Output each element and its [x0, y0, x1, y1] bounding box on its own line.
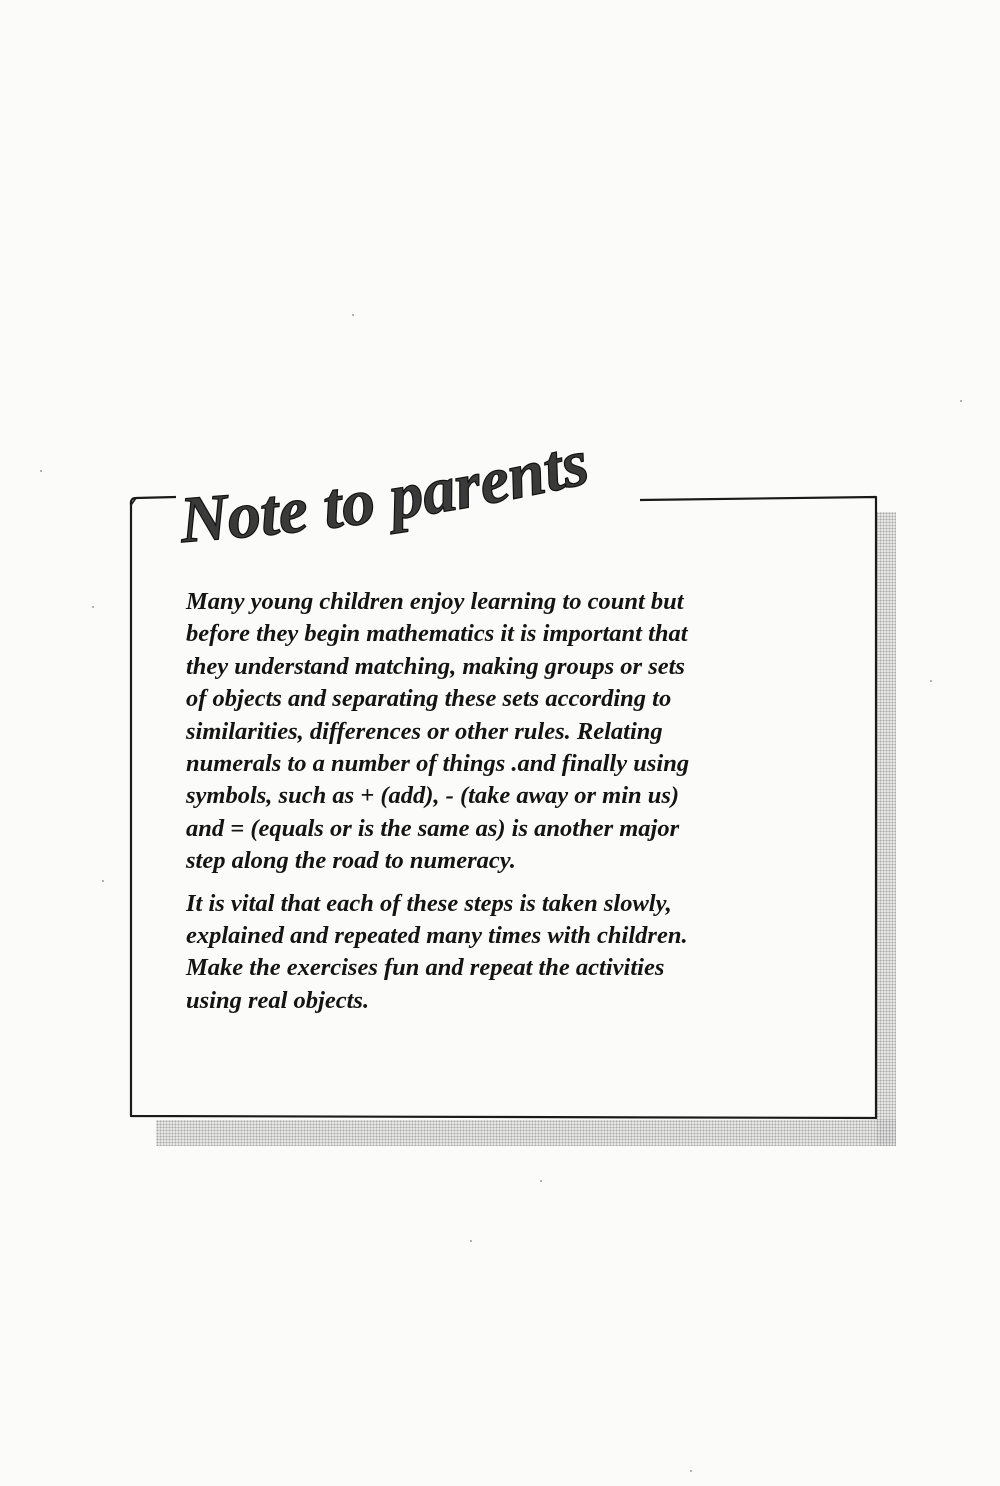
text-line: using real objects.	[186, 986, 370, 1014]
text-line: they understand matching, making groups or sets	[186, 652, 685, 680]
note-body	[186, 586, 826, 1017]
text-line: It is vital that each of these steps is taken slowly,	[186, 889, 672, 917]
text-line: Make the exercises fun and repeat the activities	[186, 954, 665, 982]
text-line: of objects and separating these sets according to	[186, 685, 672, 713]
text-line: before they begin mathematics it is important that	[186, 620, 688, 648]
text-line: symbols, such as + (add), - (take away or min us)	[186, 782, 680, 810]
note-title	[176, 420, 736, 560]
text-line: numerals to a number of things .and finally using	[186, 750, 690, 778]
text-line: similarities, differences or other rules. Relating	[186, 717, 663, 745]
note-title-textpath: Note to parents	[177, 425, 595, 558]
text-line: step along the road to numeracy.	[186, 847, 516, 875]
note-title-text	[177, 426, 595, 558]
text-line: and = (equals or is the same as) is another major	[186, 814, 680, 842]
text-line: Many young children enjoy learning to count but	[186, 588, 684, 615]
note-paragraph-1	[186, 586, 826, 878]
note-paragraph-2	[186, 888, 826, 1018]
text-line: explained and repeated many times with children.	[186, 922, 688, 950]
